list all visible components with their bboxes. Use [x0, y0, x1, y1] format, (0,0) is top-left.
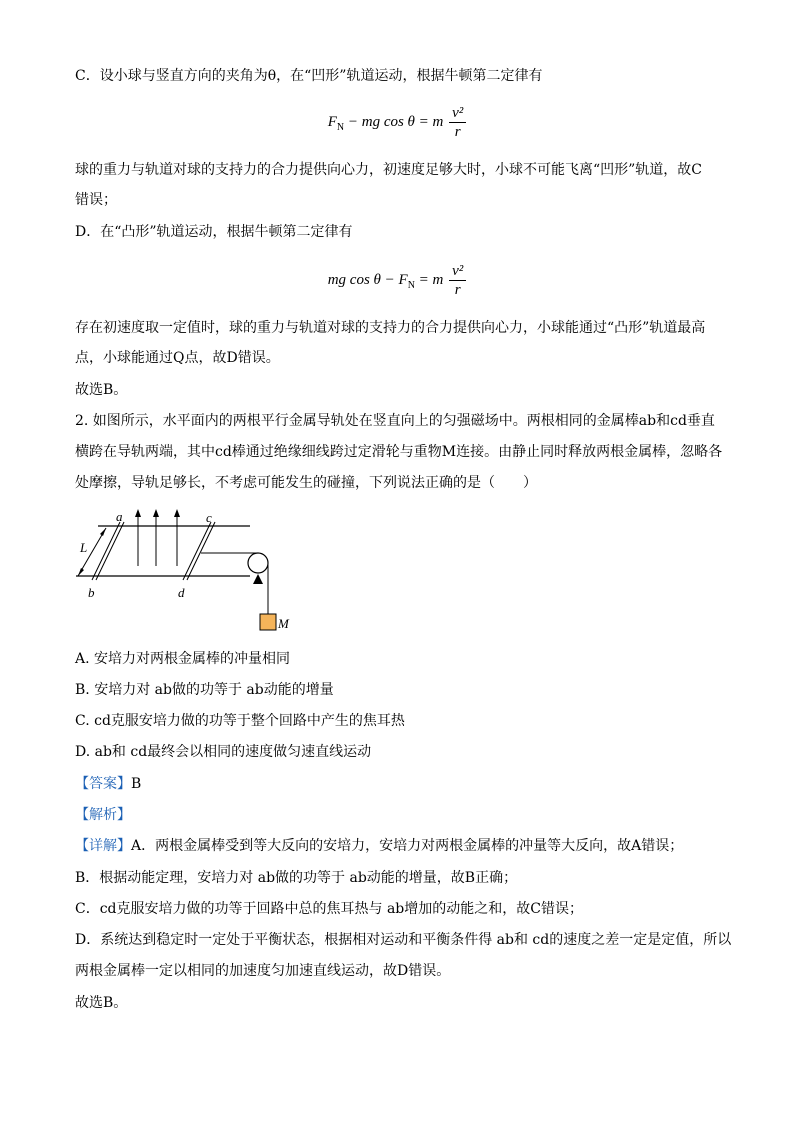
label-c: c [206, 510, 212, 525]
length-arrowhead [100, 528, 106, 536]
eq1-num: v² [449, 104, 466, 123]
eq1-left: F [327, 113, 337, 130]
option-a: A. 安培力对两根金属棒的冲量相同 [75, 651, 291, 667]
detail-tag: 【详解】 [75, 838, 131, 854]
text-line: 点，小球能通过Q点，故D错误。 [75, 350, 280, 366]
label-b: b [88, 585, 95, 600]
option-b: B. 安培力对 ab做的功等于 ab动能的增量 [75, 682, 334, 698]
detail-text: A．两根金属棒受到等大反向的安培力，安培力对两根金属棒的冲量等大反向，故A错误； [131, 838, 684, 854]
label-M: M [278, 616, 289, 631]
answer-tag: 【答案】 [75, 776, 131, 792]
answer [75, 774, 735, 794]
rod-ab-edge [96, 522, 124, 580]
text-line: 处摩擦，导轨足够长，不考虑可能发生的碰撞，下列说法正确的是（ ） [75, 475, 537, 491]
eq2-fraction [449, 262, 466, 299]
detail-line [75, 836, 735, 856]
eq1-den: r [454, 124, 461, 140]
eq2-mid: = m [414, 271, 444, 288]
analysis-label: 【解析】 [75, 807, 131, 823]
field-arrow-head [174, 509, 180, 517]
label-a: a [116, 509, 123, 524]
option-c: C. cd克服安培力做的功等于整个回路中产生的焦耳热 [75, 713, 405, 729]
detail-line: C．cd克服安培力做的功等于回路中总的焦耳热与 ab增加的动能之和，故C错误； [75, 901, 583, 917]
eq2-den: r [454, 282, 461, 298]
text-line: 错误； [75, 192, 117, 208]
detail-line: 故选B。 [75, 995, 128, 1011]
eq2-sub: N [407, 279, 415, 291]
eq2-left: mg cos θ − F [327, 271, 408, 288]
rod-cd-edge [183, 522, 211, 580]
equation-2 [0, 262, 794, 299]
text-line: D．在“凸形”轨道运动，根据牛顿第二定律有 [75, 224, 353, 240]
detail-line: B．根据动能定理，安培力对 ab做的功等于 ab动能的增量，故B正确； [75, 870, 518, 886]
text-line: 故选B。 [75, 382, 128, 398]
field-arrow-head [135, 509, 141, 517]
text-line: 存在初速度取一定值时，球的重力与轨道对球的支持力的合力提供向心力，小球能通过“凸形”轨道最高 [75, 320, 706, 336]
text-line: 2. 如图所示，水平面内的两根平行金属导轨处在竖直向上的匀强磁场中。两根相同的金属棒ab和cd垂直 [75, 413, 715, 429]
text-line: 球的重力与轨道对球的支持力的合力提供向心力，初速度足够大时，小球不可能飞离“凹形”轨道，故C [75, 162, 703, 178]
label-L: L [80, 540, 88, 555]
text-line: C．设小球与竖直方向的夹角为θ，在“凹形”轨道运动，根据牛顿第二定律有 [75, 68, 543, 84]
weight-M [260, 614, 276, 630]
eq1-sub: N [336, 121, 345, 133]
equation-1 [0, 104, 794, 141]
label-d: d [178, 585, 185, 600]
analysis-tag [75, 805, 735, 825]
answer-value: B [131, 776, 142, 792]
field-arrow-head [153, 509, 159, 517]
text-line: 横跨在导轨两端，其中cd棒通过绝缘细线跨过定滑轮与重物M连接。由静止同时释放两根金属棒，忽略各 [75, 444, 723, 460]
detail-line: D．系统达到稳定时一定处于平衡状态，根据相对运动和平衡条件得 ab和 cd的速度之差一定是定值，所以 [75, 932, 732, 948]
detail-line: 两根金属棒一定以相同的加速度匀加速直线运动，故D错误。 [75, 963, 451, 979]
rod-cd-edge [187, 522, 215, 580]
rails-figure [70, 508, 300, 634]
pulley-support [253, 574, 263, 584]
eq2-num: v² [449, 262, 466, 281]
option-d: D. ab和 cd最终会以相同的速度做匀速直线运动 [75, 744, 372, 760]
rod-ab-edge [92, 522, 120, 580]
pulley [248, 553, 268, 573]
length-arrowhead [78, 568, 84, 576]
eq1-mid: − mg cos θ = m [344, 113, 444, 130]
eq1-fraction [449, 104, 466, 141]
